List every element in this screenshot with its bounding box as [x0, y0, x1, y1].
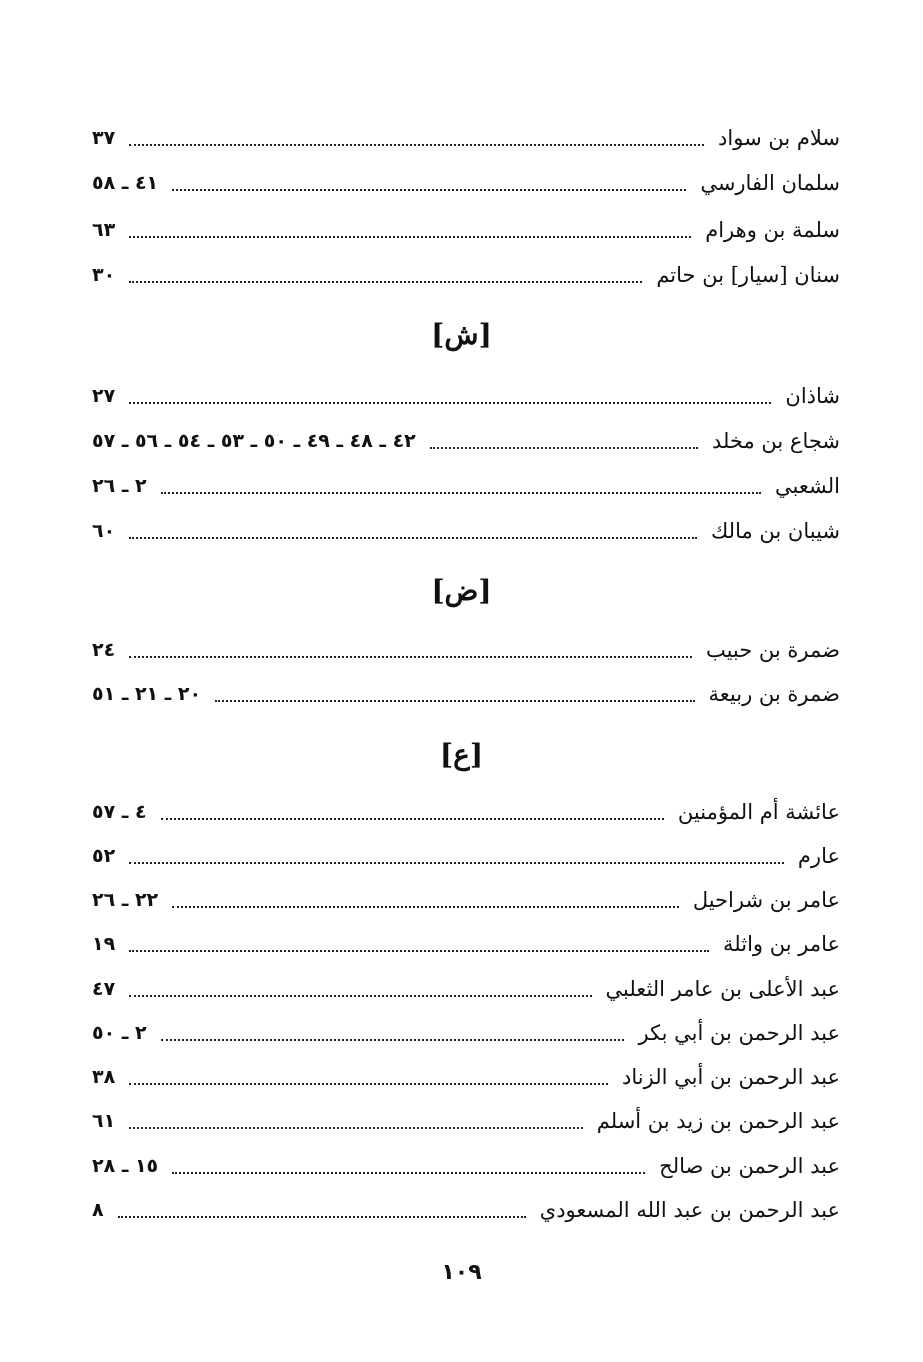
- index-entry: [92, 1057, 840, 1097]
- index-entry: [92, 421, 840, 461]
- entry-name: شجاع بن مخلد: [711, 429, 840, 453]
- index-entry: [92, 163, 840, 203]
- page-number: ١٠٩: [441, 1260, 482, 1285]
- entry-name: ضمرة بن حبيب: [705, 638, 840, 662]
- entry-name: عائشة أم المؤمنين: [677, 800, 840, 824]
- entry-name: عامر بن واثلة: [723, 932, 840, 956]
- index-entry: [92, 511, 840, 551]
- entry-name: عبد الرحمن بن زيد بن أسلم: [596, 1109, 840, 1133]
- leader-dots: [118, 1214, 526, 1218]
- entry-pages: ٣٧: [92, 127, 116, 149]
- entry-pages: ٨: [92, 1199, 104, 1221]
- section-heading: [ض]: [431, 574, 492, 607]
- leader-dots: [129, 948, 709, 952]
- entry-pages: ٢٤: [92, 639, 116, 661]
- entry-name: عبد الرحمن بن صالح: [659, 1154, 840, 1178]
- leader-dots: [129, 860, 784, 864]
- entry-pages: ٢٧: [92, 385, 116, 407]
- section-heading: [ع]: [439, 738, 484, 771]
- entry-pages: ٣٠: [92, 264, 116, 286]
- entry-pages: ٣٨: [92, 1066, 116, 1088]
- entry-pages: ٦٣: [92, 219, 116, 241]
- leader-dots: [129, 993, 591, 997]
- leader-dots: [430, 445, 698, 449]
- entry-pages: ١٥ ـ ٢٨: [92, 1155, 159, 1177]
- entry-name: سلام بن سواد: [718, 126, 840, 150]
- entry-name: الشعبي: [775, 474, 840, 498]
- entry-name: سلمان الفارسي: [700, 171, 840, 195]
- index-entry: [92, 210, 840, 250]
- leader-dots: [129, 654, 692, 658]
- index-entry: [92, 1101, 840, 1141]
- entry-name: عارم: [797, 844, 840, 868]
- index-entry: [92, 466, 840, 506]
- index-entry: [92, 630, 840, 670]
- entry-name: عبد الرحمن بن أبي الزناد: [622, 1065, 840, 1089]
- index-entry: [92, 924, 840, 964]
- entry-pages: ٤ ـ ٥٧: [92, 801, 147, 823]
- leader-dots: [129, 1125, 583, 1129]
- index-entry: [92, 1190, 840, 1230]
- entry-name: سنان [سيار] بن حاتم: [656, 263, 840, 287]
- entry-name: عبد الأعلى بن عامر الثعلبي: [605, 977, 840, 1001]
- index-entry: [92, 376, 840, 416]
- entry-pages: ٦١: [92, 1110, 116, 1132]
- entry-pages: ٢٢ ـ ٢٦: [92, 889, 159, 911]
- leader-dots: [129, 400, 771, 404]
- entry-pages: ٤٢ ـ ٤٨ ـ ٤٩ ـ ٥٠ ـ ٥٣ ـ ٥٤ ـ ٥٦ ـ ٥٧: [92, 430, 416, 452]
- entry-pages: ٥٢: [92, 845, 116, 867]
- leader-dots: [161, 490, 762, 494]
- index-entry: [92, 1013, 840, 1053]
- section-heading: [ش]: [431, 318, 492, 351]
- leader-dots: [129, 1081, 608, 1085]
- entry-pages: ٢٠ ـ ٢١ ـ ٥١: [92, 683, 202, 705]
- leader-dots: [161, 1037, 625, 1041]
- leader-dots: [172, 187, 686, 191]
- index-entry: [92, 836, 840, 876]
- entry-name: عبد الرحمن بن أبي بكر: [638, 1021, 840, 1045]
- leader-dots: [172, 904, 679, 908]
- entry-pages: ٤٧: [92, 978, 116, 1000]
- entry-name: عامر بن شراحيل: [692, 888, 840, 912]
- index-entry: [92, 969, 840, 1009]
- index-entry: [92, 118, 840, 158]
- leader-dots: [129, 279, 642, 283]
- leader-dots: [172, 1170, 645, 1174]
- entry-name: شاذان: [785, 384, 840, 408]
- entry-pages: ٦٠: [92, 520, 116, 542]
- leader-dots: [129, 142, 704, 146]
- leader-dots: [215, 698, 694, 702]
- index-entry: [92, 255, 840, 295]
- entry-pages: ١٩: [92, 933, 116, 955]
- entry-name: شيبان بن مالك: [710, 519, 840, 543]
- index-entry: [92, 792, 840, 832]
- entry-name: ضمرة بن ربيعة: [708, 682, 840, 706]
- leader-dots: [161, 816, 664, 820]
- entry-name: سلمة بن وهرام: [705, 218, 840, 242]
- index-entry: [92, 674, 840, 714]
- index-entry: [92, 1146, 840, 1186]
- entry-pages: ٢ ـ ٥٠: [92, 1022, 147, 1044]
- leader-dots: [129, 535, 697, 539]
- entry-name: عبد الرحمن بن عبد الله المسعودي: [539, 1198, 840, 1222]
- index-entry: [92, 880, 840, 920]
- entry-pages: ٤١ ـ ٥٨: [92, 172, 159, 194]
- leader-dots: [129, 234, 691, 238]
- entry-pages: ٢ ـ ٢٦: [92, 475, 147, 497]
